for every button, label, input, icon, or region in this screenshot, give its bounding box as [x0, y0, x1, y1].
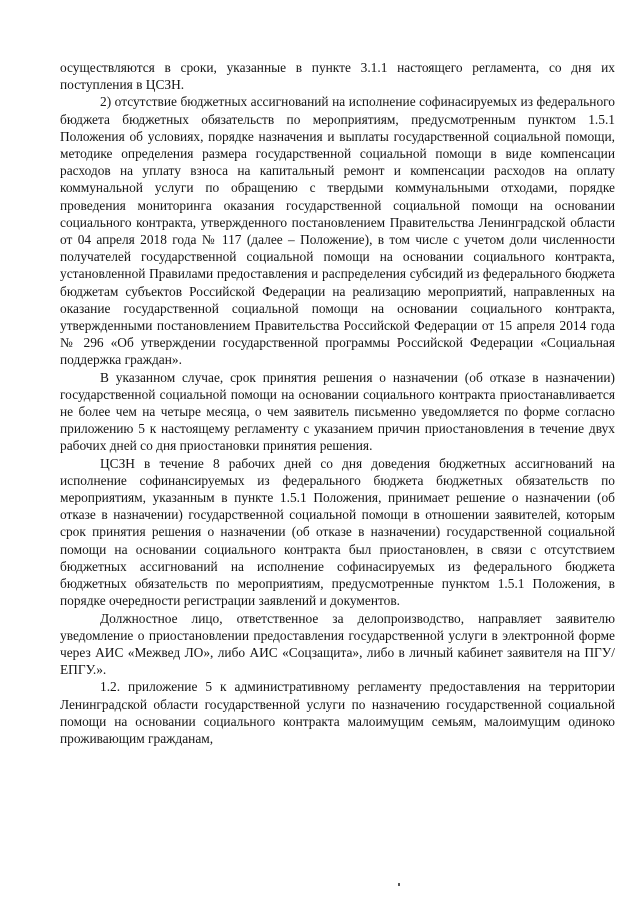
paragraph-suspension: В указанном случае, срок принятия решения о назначении (об отказе в назначении) государственной социальной помощи на основании социального контракта приостанавливается не более чем на четыре месяца, о чем заявитель письменно уведомляется по форме согласно приложению 5 к настоящему регламенту с указанием причин приостановления в течение двух рабочих дней со дня приостановки принятия решения.	[60, 369, 615, 454]
paragraph-cszn-decision: ЦСЗН в течение 8 рабочих дней со дня доведения бюджетных ассигнований на исполнение софинансируемых из федерального бюджета бюджетных обязательств по мероприятиям, указанным в пункте 1.5.1 Положения, принимает решение о назначении (об отказе в назначении) государственной социальной помощи в отношении заявителей, которым срок принятия решения о назначении (об отказе в назначении) государственной социальной помощи на основании социального контракта был приостановлен, в связи с отсутствием бюджетных ассигнований на исполнение софинасируемых из федерального бюджета бюджетных обязательств по мероприятиям, предусмотренные пунктом 1.5.1 Положения, в порядке очередности регистрации заявлений и документов.	[60, 455, 615, 609]
paragraph-item-1-2: 1.2. приложение 5 к административному регламенту предоставления на территории Ленинградской области государственной услуги по назначению государственной социальной помощи на основании социального контракта малоимущим семьям, малоимущим одиноко проживающим гражданам,	[60, 679, 615, 746]
paragraph-item-2: 2) отсутствие бюджетных ассигнований на исполнение софинасируемых из федерального бюджета бюджетных обязательств по мероприятиям, предусмотренным пунктом 1.5.1 Положения об условиях, порядке назначения и выплаты государственной социальной помощи, методике определения размера государственной социальной помощи в виде компенсации расходов на уплату взноса на капитальный ремонт и компенсации расходов на оплату коммунальной услуги по обращению с твердыми коммунальными отходами, порядке проведения мониторинга оказания государственной социальной помощи на основании социального контракта, утвержденного постановлением Правительства Ленинградской области от 04 апреля 2018 года № 117 (далее – Положение), в том числе с учетом доли численности получателей государственной социальной помощи на основании социального контракта, установленной Правилами предоставления и распределения субсидий из федерального бюджета бюджетам субъектов Российской Федерации на реализацию мероприятий, направленных на оказание государственной социальной помощи на основании социального контракта, утвержденными постановлением Правительства Российской Федерации от 15 апреля 2014 года № 296 «Об утверждении государственной программы Российской Федерации «Социальная поддержка граждан».	[60, 94, 615, 368]
document-body	[60, 59, 615, 747]
paragraph-notification: Должностное лицо, ответственное за делопроизводство, направляет заявителю уведомление о приостановлении предоставления государственной услуги в электронной форме через АИС «Межвед ЛО», либо АИС «Соцзащита», либо в личный кабинет заявителя на ПГУ/ЕПГУ.».	[60, 610, 615, 678]
paragraph-continuation: осуществляются в сроки, указанные в пункте 3.1.1 настоящего регламента, со дня их поступления в ЦСЗН.	[60, 60, 615, 93]
scan-speck	[398, 883, 400, 886]
